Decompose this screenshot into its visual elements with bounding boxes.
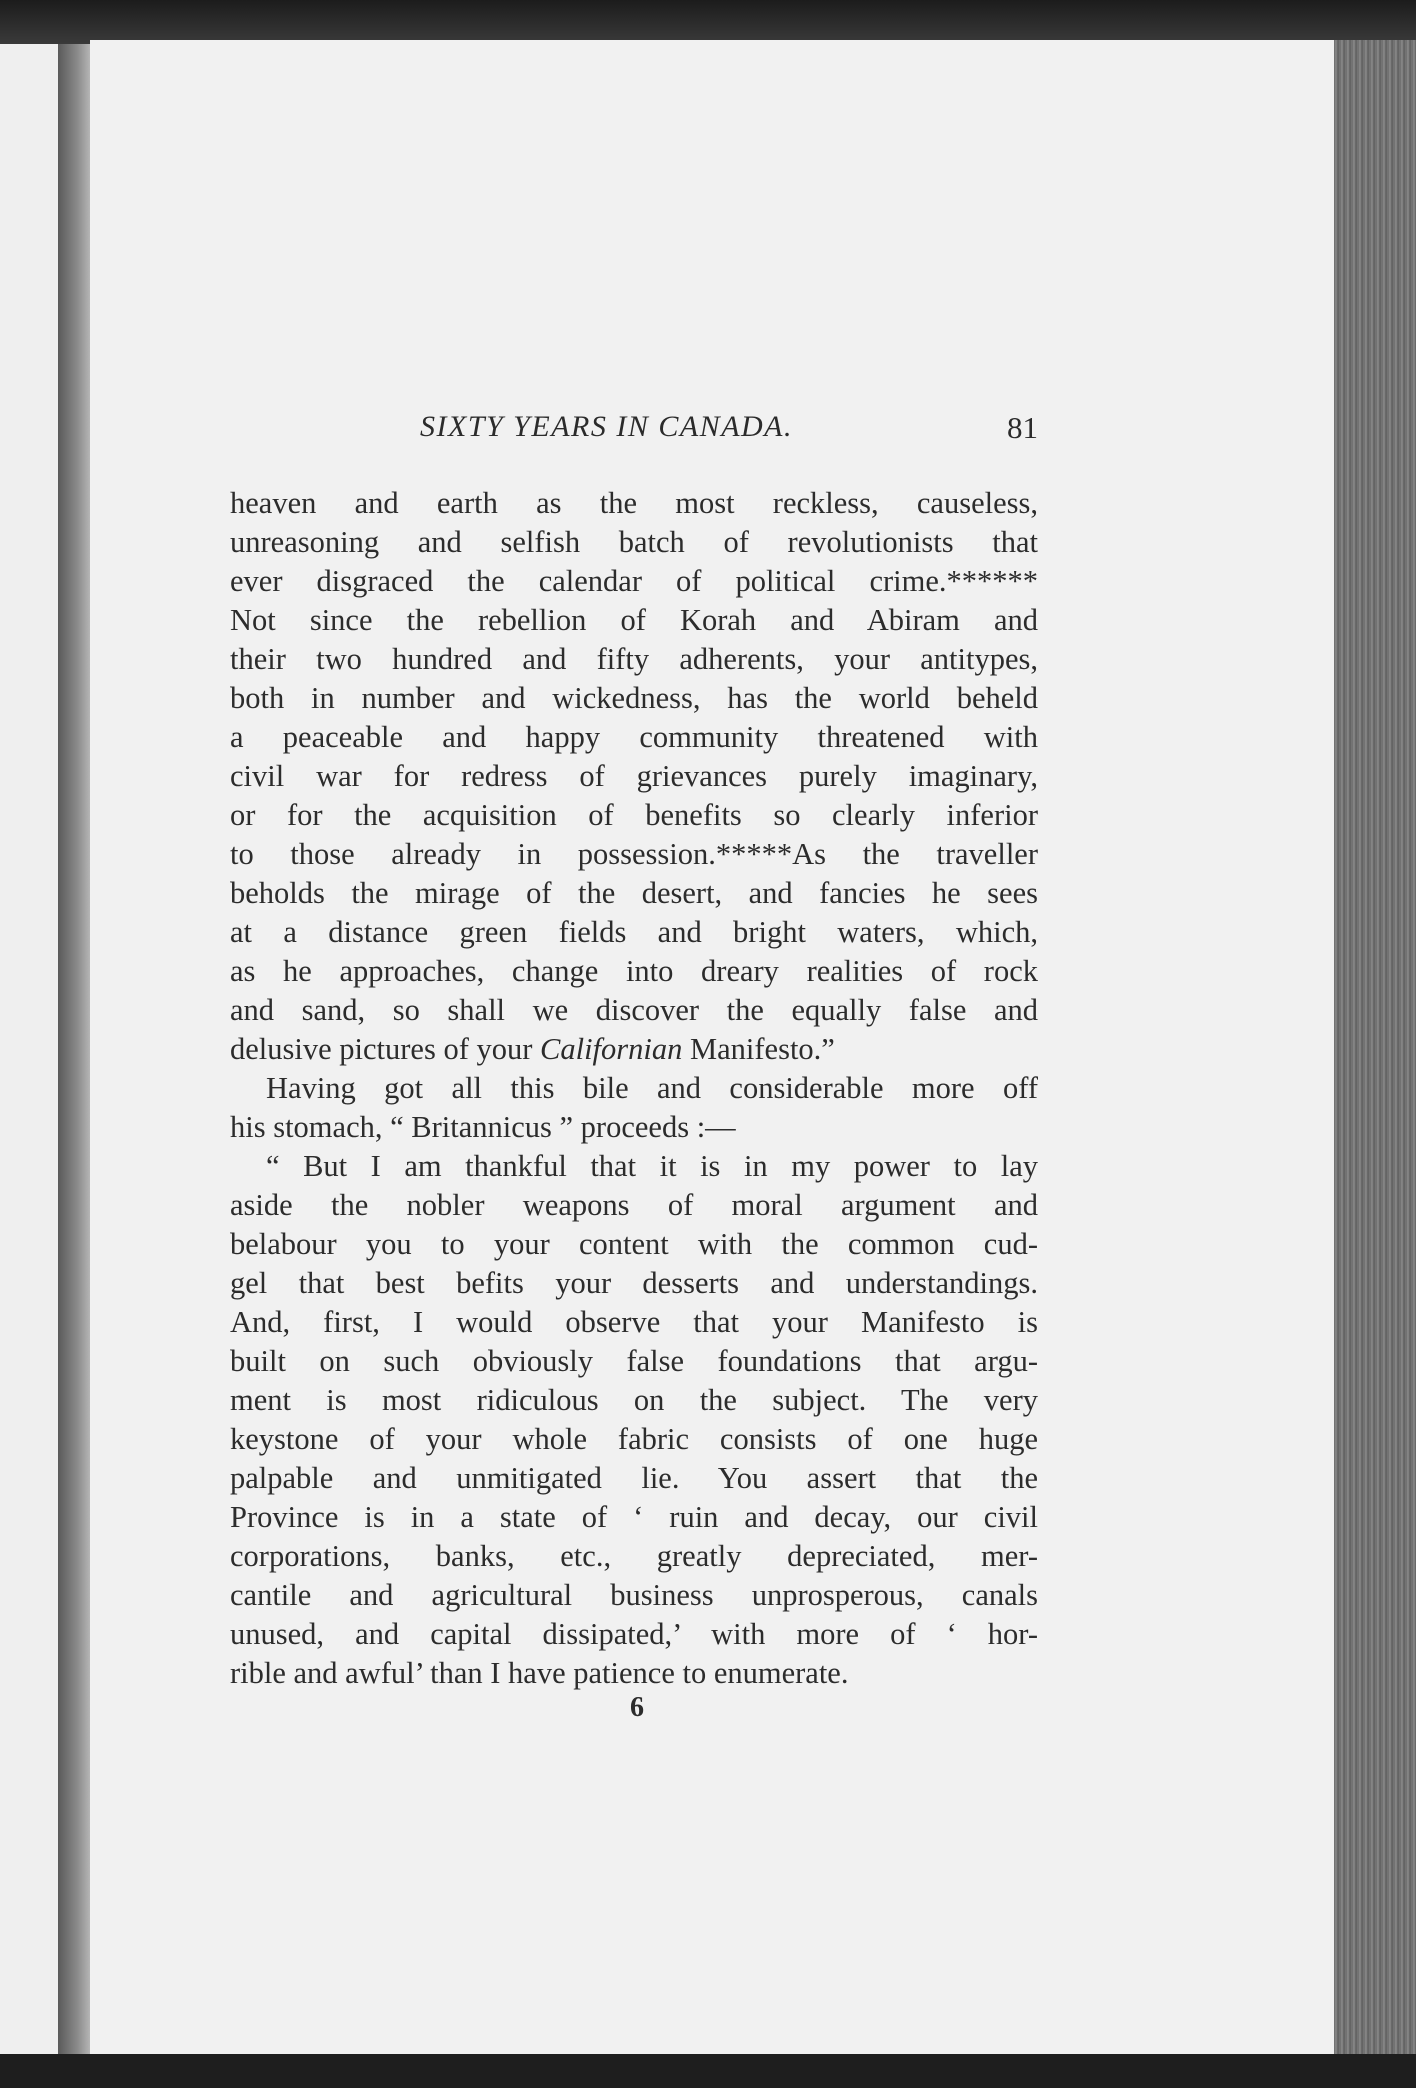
text-line: his stomach, “ Britannicus ” proceeds :—	[230, 1110, 736, 1144]
text-line: at a distance green fields and bright waters, which,	[230, 915, 1038, 949]
text-run: delusive pictures of your	[230, 1032, 541, 1066]
text-run: Manifesto.”	[682, 1032, 835, 1066]
text-line: keystone of your whole fabric consists of one huge	[230, 1422, 1038, 1456]
text-line: ever disgraced the calendar of political crime.******	[230, 564, 1038, 598]
paragraph-start-line: “ But I am thankful that it is in my power to lay	[266, 1149, 1038, 1183]
text-line: belabour you to your content with the common cud-	[230, 1227, 1038, 1261]
signature-mark: 6	[630, 1692, 644, 1723]
scanner-top-border	[0, 0, 1416, 44]
running-head	[230, 410, 1038, 456]
text-line: gel that best befits your desserts and understandings.	[230, 1266, 1038, 1300]
text-line: corporations, banks, etc., greatly depreciated, mer-	[230, 1539, 1038, 1573]
text-line: or for the acquisition of benefits so clearly inferior	[230, 798, 1038, 832]
text-line: as he approaches, change into dreary realities of rock	[230, 954, 1038, 988]
text-line: beholds the mirage of the desert, and fancies he sees	[230, 876, 1038, 910]
text-line: civil war for redress of grievances purely imaginary,	[230, 759, 1038, 793]
text-line: their two hundred and fifty adherents, your antitypes,	[230, 642, 1038, 676]
paragraph-start-line: Having got all this bile and considerable more off	[266, 1071, 1038, 1105]
book-gutter	[58, 44, 90, 2054]
text-line: unused, and capital dissipated,’ with more of ‘ hor-	[230, 1617, 1038, 1651]
page-fore-edge	[1334, 40, 1416, 2054]
text-line: and sand, so shall we discover the equally false and	[230, 993, 1038, 1027]
text-line: both in number and wickedness, has the world beheld	[230, 681, 1038, 715]
text-line: And, first, I would observe that your Manifesto is	[230, 1305, 1038, 1339]
text-line: rible and awful’ than I have patience to enumerate.	[230, 1656, 849, 1690]
text-line: heaven and earth as the most reckless, causeless,	[230, 486, 1038, 520]
scanner-bottom-border	[0, 2054, 1416, 2088]
text-line: Not since the rebellion of Korah and Abiram and	[230, 603, 1038, 637]
text-line: palpable and unmitigated lie. You assert that the	[230, 1461, 1038, 1495]
text-line: cantile and agricultural business unprosperous, canals	[230, 1578, 1038, 1612]
italic-title: Californian	[540, 1032, 683, 1066]
page-number: 81	[1007, 410, 1038, 445]
text-line: to those already in possession.*****As the traveller	[230, 837, 1038, 871]
text-line: Province is in a state of ‘ ruin and decay, our civil	[230, 1500, 1038, 1534]
text-line	[230, 1030, 1038, 1069]
text-line: ment is most ridiculous on the subject. The very	[230, 1383, 1038, 1417]
text-line: built on such obviously false foundations that argu-	[230, 1344, 1038, 1378]
facing-page-edge	[0, 44, 58, 2054]
text-line: unreasoning and selfish batch of revolutionists that	[230, 525, 1038, 559]
running-title: SIXTY YEARS IN CANADA.	[420, 410, 794, 443]
body-text	[230, 484, 1038, 1693]
text-line: aside the nobler weapons of moral argument and	[230, 1188, 1038, 1222]
text-line: a peaceable and happy community threatened with	[230, 720, 1038, 754]
